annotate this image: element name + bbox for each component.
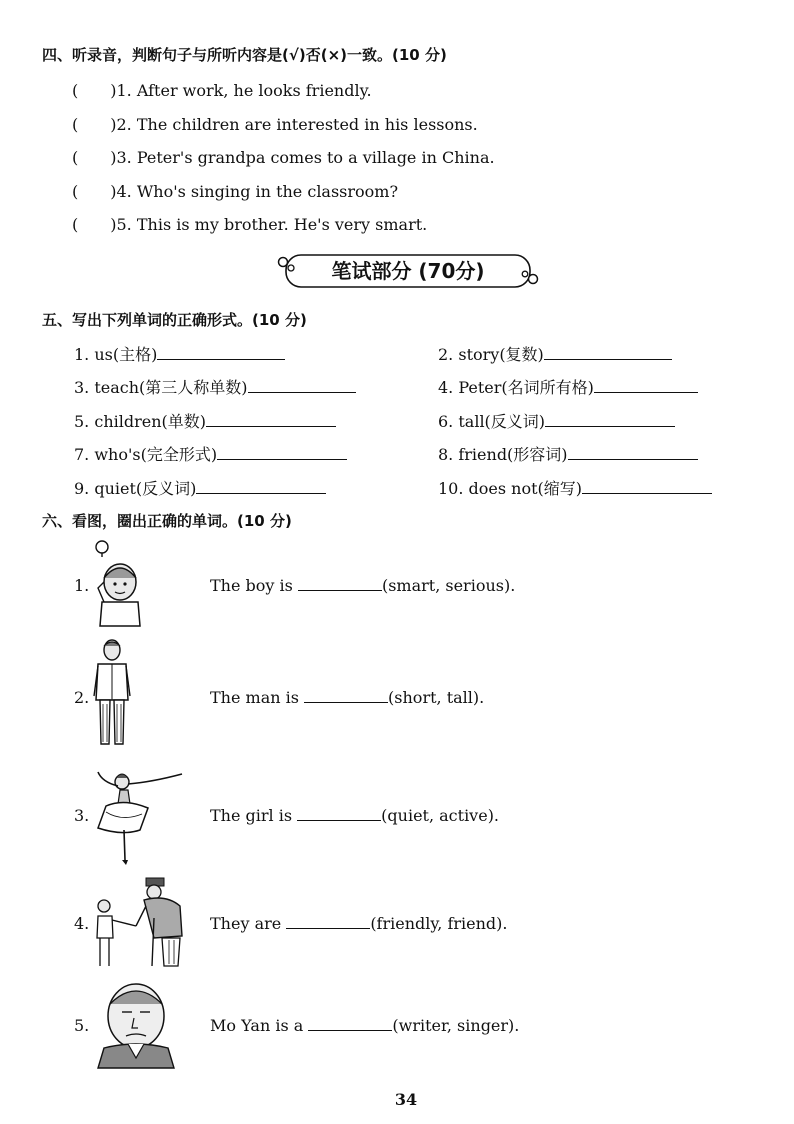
sentence-2 bbox=[210, 688, 484, 707]
item-text: 5. children(单数) bbox=[74, 412, 207, 431]
mo-yan-portrait-icon bbox=[94, 978, 178, 1070]
item-text: 2. The children are interested in his lessons. bbox=[116, 115, 478, 134]
answer-paren[interactable]: ( ) bbox=[72, 115, 117, 134]
section5-heading: 五、写出下列单词的正确形式。(10 分) bbox=[42, 311, 307, 329]
word-choices[interactable]: (quiet, active). bbox=[381, 806, 500, 825]
answer-line[interactable] bbox=[568, 445, 698, 460]
answer-paren[interactable]: ( ) bbox=[72, 215, 117, 234]
boy-and-old-man-icon bbox=[92, 876, 190, 970]
answer-paren[interactable]: ( ) bbox=[72, 182, 117, 201]
word-choices[interactable]: (writer, singer). bbox=[392, 1016, 520, 1035]
item-text: 10. does not(缩写) bbox=[438, 479, 583, 498]
sentence-start: They are bbox=[210, 914, 287, 933]
answer-paren[interactable]: ( ) bbox=[72, 148, 117, 167]
answer-line[interactable] bbox=[304, 688, 388, 703]
section4-item-2 bbox=[72, 112, 478, 135]
sentence-4 bbox=[210, 914, 508, 933]
section5-item-3 bbox=[74, 375, 356, 398]
section4-item-5 bbox=[72, 212, 427, 235]
sentence-1 bbox=[210, 576, 515, 595]
answer-line[interactable] bbox=[582, 479, 712, 494]
sentence-start: The girl is bbox=[210, 806, 298, 825]
section5-item-8 bbox=[438, 442, 698, 465]
item-number: 4. bbox=[74, 914, 90, 933]
item-text: 2. story(复数) bbox=[438, 345, 544, 364]
item-text: 8. friend(形容词) bbox=[438, 445, 568, 464]
dancing-girl-icon bbox=[92, 768, 188, 868]
item-text: 5. This is my brother. He's very smart. bbox=[116, 215, 428, 234]
section5-item-5 bbox=[74, 409, 336, 432]
answer-line[interactable] bbox=[217, 445, 347, 460]
answer-line[interactable] bbox=[286, 914, 370, 929]
written-part-banner bbox=[274, 252, 542, 290]
sentence-3 bbox=[210, 806, 499, 825]
answer-line[interactable] bbox=[248, 378, 356, 393]
answer-line[interactable] bbox=[544, 345, 672, 360]
answer-line[interactable] bbox=[594, 378, 698, 393]
answer-line[interactable] bbox=[196, 479, 326, 494]
sentence-start: The boy is bbox=[210, 576, 298, 595]
section5-item-6 bbox=[438, 409, 675, 432]
item-number: 1. bbox=[74, 576, 90, 595]
answer-line[interactable] bbox=[297, 806, 381, 821]
section5-item-9 bbox=[74, 476, 326, 499]
section4-item-3 bbox=[72, 145, 495, 168]
answer-paren[interactable]: ( ) bbox=[72, 81, 117, 100]
section4-item-1 bbox=[72, 78, 372, 101]
thinking-boy-icon bbox=[90, 538, 150, 632]
section5-item-10 bbox=[438, 476, 712, 499]
answer-line[interactable] bbox=[206, 412, 336, 427]
item-number: 2. bbox=[74, 688, 90, 707]
word-choices[interactable]: (short, tall). bbox=[388, 688, 485, 707]
item-number: 3. bbox=[74, 806, 90, 825]
section5-item-7 bbox=[74, 442, 347, 465]
section6-heading: 六、看图，圈出正确的单词。(10 分) bbox=[42, 512, 292, 530]
item-text: 7. who's(完全形式) bbox=[74, 445, 218, 464]
item-text: 6. tall(反义词) bbox=[438, 412, 546, 431]
item-number: 5. bbox=[74, 1016, 90, 1035]
sentence-start: Mo Yan is a bbox=[210, 1016, 309, 1035]
word-choices[interactable]: (smart, serious). bbox=[381, 576, 516, 595]
answer-line[interactable] bbox=[308, 1016, 392, 1031]
item-text: 9. quiet(反义词) bbox=[74, 479, 197, 498]
item-text: 3. teach(第三人称单数) bbox=[74, 378, 248, 397]
answer-line[interactable] bbox=[298, 576, 382, 591]
banner-title: 笔试部分 (70分) bbox=[331, 259, 485, 283]
answer-line[interactable] bbox=[157, 345, 285, 360]
item-text: 3. Peter's grandpa comes to a village in China. bbox=[116, 148, 495, 167]
item-text: 1. us(主格) bbox=[74, 345, 158, 364]
section5-item-2 bbox=[438, 342, 672, 365]
word-choices[interactable]: (friendly, friend). bbox=[370, 914, 508, 933]
section4-heading: 四、听录音，判断句子与所听内容是(√)否(×)一致。(10 分) bbox=[42, 46, 447, 64]
answer-line[interactable] bbox=[545, 412, 675, 427]
item-text: 4. Peter(名词所有格) bbox=[438, 378, 594, 397]
section5-item-1 bbox=[74, 342, 285, 365]
item-text: 1. After work, he looks friendly. bbox=[116, 81, 372, 100]
sentence-start: The man is bbox=[210, 688, 305, 707]
item-text: 4. Who's singing in the classroom? bbox=[116, 182, 399, 201]
section5-item-4 bbox=[438, 375, 698, 398]
sentence-5 bbox=[210, 1016, 519, 1035]
tall-man-icon bbox=[90, 638, 134, 750]
section4-item-4 bbox=[72, 179, 398, 202]
page-number: 34 bbox=[394, 1090, 418, 1109]
